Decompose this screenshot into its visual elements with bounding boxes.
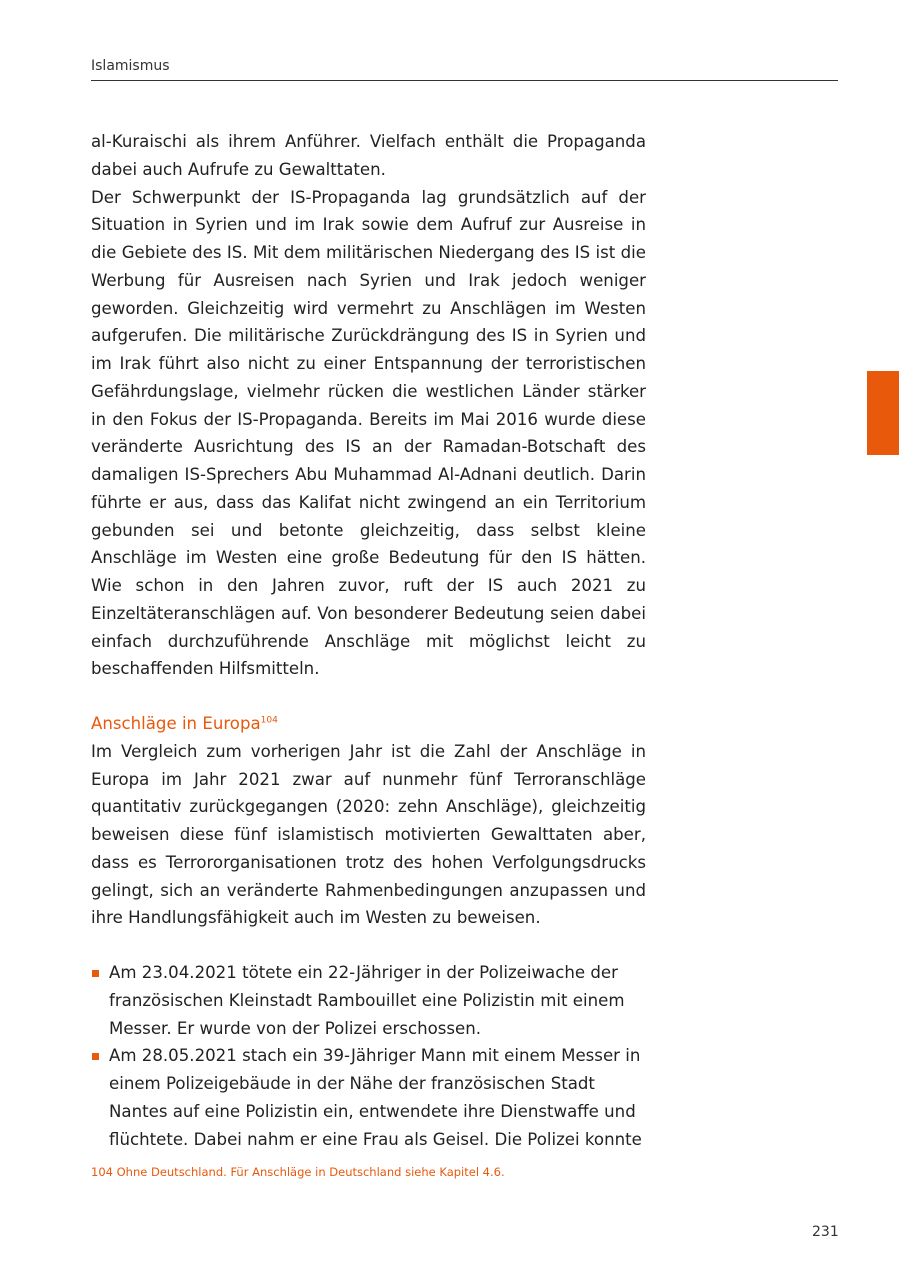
footnote: 104 Ohne Deutschland. Für Anschläge in Deutschland siehe Kapitel 4.6. [91, 1165, 505, 1179]
list-item-text: Am 28.05.2021 stach ein 39-Jähriger Mann mit einem Messer in einem Polizeigebäude in der Nähe der französischen Stadt Nantes auf eine Polizistin ein, entwendete ihre Dienstwaffe und flüchtete. Dabei nahm er eine Frau als Geisel. Die Polizei konnte [109, 1046, 642, 1149]
body-text [91, 128, 646, 1153]
bullet-list [91, 959, 646, 1153]
section-heading [91, 710, 646, 738]
bullet-square-icon [92, 1053, 99, 1060]
header-divider [91, 80, 838, 81]
footnote-reference: 104 [260, 715, 278, 726]
running-header: Islamismus [91, 58, 170, 74]
page-number: 231 [812, 1224, 839, 1240]
paragraph: al-Kuraischi als ihrem Anführer. Vielfach enthält die Propaganda dabei auch Aufrufe zu Gewalttaten. [91, 132, 646, 179]
list-item-text: Am 23.04.2021 tötete ein 22-Jähriger in der Polizeiwache der französischen Kleinstadt Rambouillet eine Polizistin mit einem Messer. Er wurde von der Polizei erschossen. [109, 963, 625, 1038]
list-item [91, 1042, 646, 1153]
section-heading-text: Anschläge in Europa [91, 714, 261, 733]
chapter-tab-marker [867, 371, 899, 455]
paragraph: Der Schwerpunkt der IS-Propaganda lag grundsätzlich auf der Situation in Syrien und im Irak sowie dem Aufruf zur Ausreise in die Gebiete des IS. Mit dem militärischen Niedergang des IS ist die Werbung für Ausreisen nach Syrien und Irak jedoch weniger geworden. Gleichzeitig wird vermehrt zu Anschlägen im Westen aufgerufen. Die militärische Zurückdrängung des IS in Syrien und im Irak führt also nicht zu einer Entspannung der terroristischen Gefährdungslage, vielmehr rücken die westlichen Länder stärker in den Fokus der IS-Propaganda. Bereits im Mai 2016 wurde diese veränderte Ausrichtung des IS an der Ramadan-Botschaft des damaligen IS-Sprechers Abu Muhammad Al-Adnani deutlich. Darin führte er aus, dass das Kalifat nicht zwingend an ein Territorium gebunden sei und betonte gleichzeitig, dass selbst kleine Anschläge im Westen eine große Bedeutung für den IS hätten. Wie schon in den Jahren zuvor, ruft der IS auch 2021 zu Einzeltäteranschlägen auf. Von besonderer Bedeutung seien dabei einfach durchzuführende Anschläge mit möglichst leicht zu beschaffenden Hilfsmitteln. [91, 187, 646, 679]
list-item [91, 959, 646, 1042]
section-intro: Im Vergleich zum vorherigen Jahr ist die Zahl der Anschläge in Europa im Jahr 2021 zwar auf nunmehr fünf Terroranschläge quantitativ zurückgegangen (2020: zehn Anschläge), gleichzeitig beweisen diese fünf islamistisch motivierten Gewalttaten aber, dass es Terrororganisationen trotz des hohen Verfolgungsdrucks gelingt, sich an veränderte Rahmenbedingungen anzupassen und ihre Handlungsfähigkeit auch im Westen zu beweisen. [91, 741, 646, 928]
bullet-square-icon [92, 970, 99, 977]
